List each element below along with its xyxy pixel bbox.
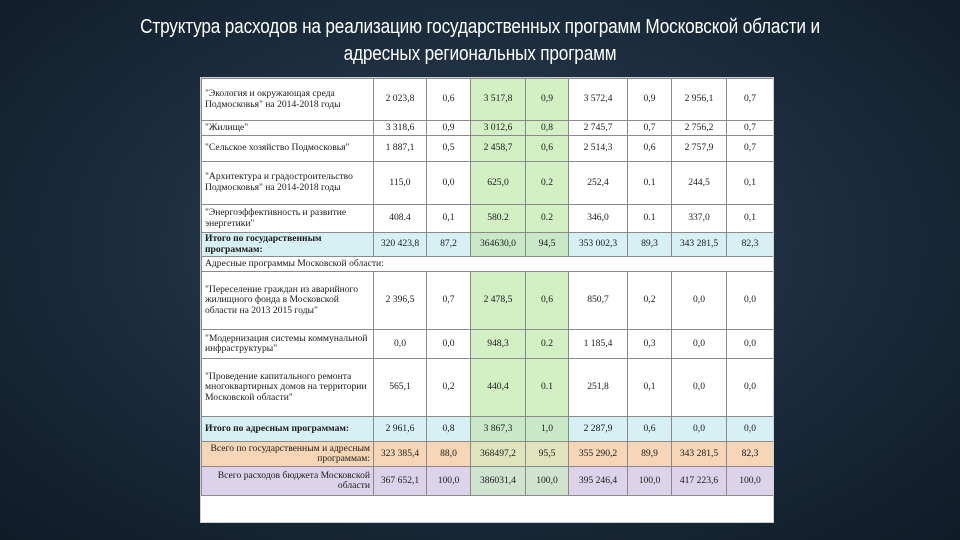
amount-cell: 0,0 <box>672 359 727 417</box>
table-row <box>202 359 774 417</box>
share-cell: 0,0 <box>427 162 471 205</box>
amount-cell: 2 287,9 <box>569 417 628 442</box>
amount-cell: 395 246,4 <box>569 467 628 496</box>
program-name-cell: Всего расходов бюджета Московской области <box>202 467 374 496</box>
amount-cell: 353 002,3 <box>569 233 628 257</box>
share-cell: 0,7 <box>727 121 774 136</box>
share-cell: 0,3 <box>628 330 672 359</box>
share-cell: 100,0 <box>628 467 672 496</box>
program-name-cell: Итого по государственным программам: <box>202 233 374 257</box>
table-row <box>202 272 774 330</box>
share-cell: 100,0 <box>727 467 774 496</box>
amount-cell: 251,8 <box>569 359 628 417</box>
share-cell: 87,2 <box>427 233 471 257</box>
share-cell: 0,0 <box>727 417 774 442</box>
amount-cell: 323 385,4 <box>374 442 427 467</box>
program-name-cell: "Энергоэффективность и развитие энергетики" <box>202 205 374 233</box>
share-cell: 94,5 <box>526 233 569 257</box>
amount-cell: 367 652,1 <box>374 467 427 496</box>
share-cell: 0.1 <box>628 162 672 205</box>
amount-cell: 3 318,6 <box>374 121 427 136</box>
amount-cell: 2 956,1 <box>672 79 727 121</box>
share-cell: 0,9 <box>526 79 569 121</box>
amount-cell: 850,7 <box>569 272 628 330</box>
amount-cell: 115,0 <box>374 162 427 205</box>
amount-cell: 565,1 <box>374 359 427 417</box>
share-cell: 100,0 <box>427 467 471 496</box>
amount-cell: 1 887,1 <box>374 136 427 162</box>
slide-title-line-2: адресных региональных программ <box>343 43 617 65</box>
amount-cell: 440,4 <box>471 359 526 417</box>
share-cell: 0,1 <box>727 162 774 205</box>
amount-cell: 337,0 <box>672 205 727 233</box>
table-row <box>202 79 774 121</box>
share-cell: 0,6 <box>526 272 569 330</box>
amount-cell: 625,0 <box>471 162 526 205</box>
share-cell: 0,6 <box>628 136 672 162</box>
share-cell: 0,9 <box>628 79 672 121</box>
section-header-row <box>202 257 774 272</box>
share-cell: 1,0 <box>526 417 569 442</box>
share-cell: 0,0 <box>427 330 471 359</box>
amount-cell: 2 745,7 <box>569 121 628 136</box>
share-cell: 82,3 <box>727 233 774 257</box>
table-row <box>202 121 774 136</box>
amount-cell: 2 756,2 <box>672 121 727 136</box>
amount-cell: 408.4 <box>374 205 427 233</box>
amount-cell: 0,0 <box>374 330 427 359</box>
share-cell: 0,0 <box>727 272 774 330</box>
program-name-cell: "Жилище" <box>202 121 374 136</box>
amount-cell: 386031,4 <box>471 467 526 496</box>
amount-cell: 2 023,8 <box>374 79 427 121</box>
program-name-cell: "Экология и окружающая среда Подмосковья" на 2014-2018 годы <box>202 79 374 121</box>
share-cell: 100,0 <box>526 467 569 496</box>
program-name-cell: "Переселение граждан из аварийного жилищного фонда в Московской области на 2013 2015 годы" <box>202 272 374 330</box>
table-row <box>202 330 774 359</box>
share-cell: 0,2 <box>628 272 672 330</box>
share-cell: 0,6 <box>427 79 471 121</box>
share-cell: 0,2 <box>427 359 471 417</box>
amount-cell: 2 396,5 <box>374 272 427 330</box>
program-name-cell: Итого по адресным программам: <box>202 417 374 442</box>
amount-cell: 2 458,7 <box>471 136 526 162</box>
program-name-cell: "Проведение капитального ремонта многоквартирных домов на территории Московской области" <box>202 359 374 417</box>
amount-cell: 2 961,6 <box>374 417 427 442</box>
share-cell: 0,6 <box>628 417 672 442</box>
share-cell: 89,3 <box>628 233 672 257</box>
share-cell: 88,0 <box>427 442 471 467</box>
share-cell: 0.2 <box>526 330 569 359</box>
share-cell: 0,0 <box>727 330 774 359</box>
share-cell: 0,7 <box>628 121 672 136</box>
amount-cell: 343 281,5 <box>672 442 727 467</box>
slide-title-line-1: Структура расходов на реализацию государственных программ Московской области и <box>140 16 820 38</box>
share-cell: 0,9 <box>427 121 471 136</box>
share-cell: 0,1 <box>628 359 672 417</box>
program-name-cell: "Архитектура и градостроительство Подмосковья" на 2014-2018 годы <box>202 162 374 205</box>
total-row-state-and-address <box>202 442 774 467</box>
table-row <box>202 136 774 162</box>
share-cell: 0,8 <box>526 121 569 136</box>
table-row <box>202 205 774 233</box>
share-cell: 89,9 <box>628 442 672 467</box>
amount-cell: 320 423,8 <box>374 233 427 257</box>
amount-cell: 3 572,4 <box>569 79 628 121</box>
amount-cell: 355 290,2 <box>569 442 628 467</box>
share-cell: 0,0 <box>727 359 774 417</box>
amount-cell: 252,4 <box>569 162 628 205</box>
share-cell: 0,5 <box>427 136 471 162</box>
share-cell: 0.2 <box>526 205 569 233</box>
program-name-cell: Всего по государственным и адресным программам: <box>202 442 374 467</box>
amount-cell: 2 757,9 <box>672 136 727 162</box>
amount-cell: 3 517,8 <box>471 79 526 121</box>
amount-cell: 417 223,6 <box>672 467 727 496</box>
expenditure-table-body <box>202 79 774 496</box>
share-cell: 0.1 <box>526 359 569 417</box>
amount-cell: 580.2 <box>471 205 526 233</box>
amount-cell: 948,3 <box>471 330 526 359</box>
program-name-cell: "Модернизация системы коммунальной инфраструктуры" <box>202 330 374 359</box>
share-cell: 0.2 <box>526 162 569 205</box>
amount-cell: 2 478,5 <box>471 272 526 330</box>
subtotal-row-address-programs <box>202 417 774 442</box>
share-cell: 0,6 <box>526 136 569 162</box>
amount-cell: 2 514,3 <box>569 136 628 162</box>
subtotal-row-state-programs <box>202 233 774 257</box>
expenditure-table <box>201 78 773 496</box>
amount-cell: 3 012,6 <box>471 121 526 136</box>
amount-cell: 0,0 <box>672 330 727 359</box>
program-name-cell: "Сельское хозяйство Подмосковья" <box>202 136 374 162</box>
share-cell: 0,1 <box>727 205 774 233</box>
share-cell: 82,3 <box>727 442 774 467</box>
total-row-regional-budget <box>202 467 774 496</box>
share-cell: 0,7 <box>427 272 471 330</box>
share-cell: 0,8 <box>427 417 471 442</box>
share-cell: 0,1 <box>427 205 471 233</box>
section-header-address-programs: Адресные программы Московской области: <box>202 257 774 272</box>
amount-cell: 343 281,5 <box>672 233 727 257</box>
amount-cell: 3 867,3 <box>471 417 526 442</box>
amount-cell: 0,0 <box>672 272 727 330</box>
slide-title <box>84 14 875 68</box>
share-cell: 0,7 <box>727 79 774 121</box>
share-cell: 0,7 <box>727 136 774 162</box>
expenditure-table-panel <box>201 78 773 522</box>
share-cell: 95,5 <box>526 442 569 467</box>
amount-cell: 244,5 <box>672 162 727 205</box>
amount-cell: 0,0 <box>672 417 727 442</box>
amount-cell: 346,0 <box>569 205 628 233</box>
amount-cell: 368497,2 <box>471 442 526 467</box>
share-cell: 0.1 <box>628 205 672 233</box>
amount-cell: 364630,0 <box>471 233 526 257</box>
table-row <box>202 162 774 205</box>
amount-cell: 1 185,4 <box>569 330 628 359</box>
